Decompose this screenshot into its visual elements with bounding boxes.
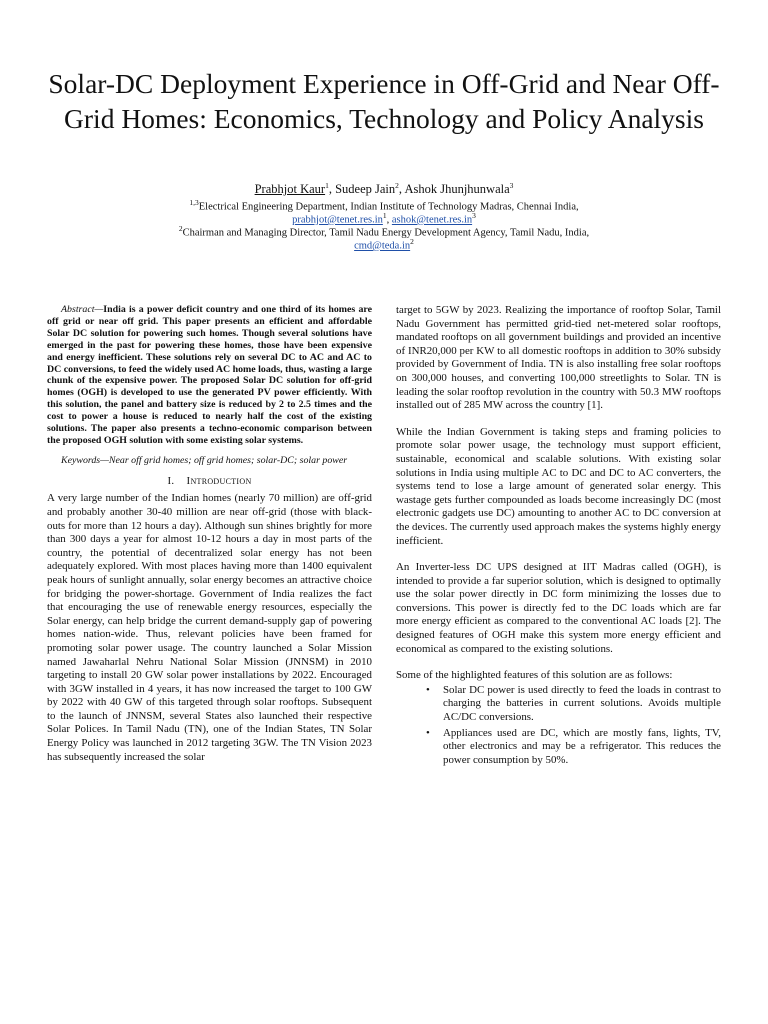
affiliation-sup: 1,3 bbox=[189, 198, 199, 207]
affiliation-text: Chairman and Managing Director, Tamil Nadu Energy Development Agency, Tamil Nadu, India, bbox=[182, 227, 590, 239]
section-title: Introduction bbox=[186, 474, 252, 487]
abstract-label: Abstract bbox=[61, 304, 95, 315]
affiliation-1-emails: $prabhjot@tenet.res.in^1$, $ashok@tenet.res.in^3$ bbox=[292, 211, 476, 226]
keywords: Keywords—Near off grid homes; off grid homes; solar-DC; solar power bbox=[61, 454, 348, 466]
list-item-text: Solar DC power is used directly to feed the loads in contrast to charging the batteries in current solutions. Avoids multiple AC/DC conversions. bbox=[443, 683, 721, 724]
email-link[interactable]: cmd@teda.in bbox=[354, 240, 411, 252]
email-sup: 2 bbox=[410, 237, 414, 246]
body-paragraph: While the Indian Government is taking steps and framing policies to promote solar power usage, the technology must support efficient, sustainable, economical and scalable solutions. With existing solar solutions in India using multiple AC to DC and DC to AC converters, the systems tend to lose a large amount of generated solar energy. This wastage gets further compounded as loads become increasingly DC (most electronic gadgets use DC) amounting to another AC to DC conversion at the devices. The currently used approach makes the systems highly energy inefficient. bbox=[396, 425, 721, 547]
list-item bbox=[396, 727, 721, 768]
section-number: I. bbox=[167, 474, 175, 487]
abstract-dash: — bbox=[94, 304, 104, 315]
author-sup: 3 bbox=[509, 181, 514, 190]
email-sup: 1 bbox=[382, 211, 387, 220]
body-paragraph: An Inverter-less DC UPS designed at IIT Madras called (OGH), is intended to provide a far superior solution, which is designed to optimally use the solar power directly in DC form minimizing the losses due to conversions. This power is directly fed to the DC loads which are far more energy efficient as compared to the conventional AC loads [2]. The designed features of OGH make this system more energy efficient and economical as compared to the existing solutions. bbox=[396, 561, 721, 655]
body-paragraph: target to 5GW by 2023. Realizing the importance of rooftop Solar, Tamil Nadu Government has permitted grid-tied net-metered solar rooftops, mandated rooftops on all government buildings and provided an incentive of INR20,000 per KW to all domestic rooftops in addition to 30% subsidy provided by Government of India. TN is also installing free solar rooftops on 300,000 houses, and converting 100,000 streetlights to Solar. TN is leading the solar rooftop revolution in the country with 50.3 MW rooftops installed out of 285 MW across the country [1]. bbox=[396, 304, 721, 412]
author-name: Prabhjot Kaur bbox=[254, 182, 326, 197]
email-link[interactable]: prabhjot@tenet.res.in bbox=[292, 214, 383, 226]
affiliation-sup: 2 bbox=[178, 224, 183, 233]
left-column bbox=[47, 304, 372, 764]
bullet-icon: • bbox=[426, 726, 430, 739]
bullet-icon: • bbox=[426, 683, 430, 696]
feature-list bbox=[396, 684, 721, 768]
list-item-text: Appliances used are DC, which are mostly fans, lights, TV, other electronics and may be a refrigerator. This reduces the power consumption by 50%. bbox=[443, 726, 721, 766]
abstract-body: India is a power deficit country and one third of its homes are off grid or near off grid. This paper presents an efficient and affordable Solar DC solution for powering such homes. Though several solutions have emerged in the past for powering these homes, those have been expensive and energy inefficient. These solutions rely on several DC to AC and AC to DC conversions, to feed the widely used AC home loads, thus, wasting a large chunk of the expensive power. The proposed Solar DC solution for off-grid homes (OGH) is developed to use the generated PV power efficiently. With this solution, the panel and battery size is reduced by 2 to 2.5 times and the cost to power a house is reduced to nearly half the cost of the existing solutions. The paper also presents a techno-economic comparison between the proposed OGH solution with some existing solar systems. bbox=[47, 304, 372, 446]
author-name: Sudeep Jain bbox=[335, 182, 396, 197]
section-heading bbox=[47, 475, 372, 489]
intro-paragraph: A very large number of the Indian homes (nearly 70 million) are off-grid and probably another 30-40 million are near off-grid (those with black-outs for more than 12 hours a day). Although sun shines brightly for more than 300 days a year for almost 10-12 hours a day in most parts of the country, the potential of decentralized solar energy has not been adequately explored. With most places having more than 1400 equivalent peak hours of sunlight annually, solar energy becomes an attractive choice for bridging the power-shortage. Government of India realizes the fact that encouraging the use of renewable energy resources, especially the Solar energy, can help bridge the current demand-supply gap of powering homes nation-wide. Thus, relevant policies have been framed for promoting solar power usage. The country launched a Solar Mission named Jawaharlal Nehru National Solar Mission (JNNSM) in 2010 targeting to install 20 GW solar power installations by 2022. Encouraged with 3GW installed in 4 years, it has now increased the target to 100 GW by 2022 with 40 GW of this targeted through solar rooftops. Subsequent to the launch of JNNSM, several States also launched their respective Solar Polices. In Tamil Nadu (TN), one of the Indian States, TN Solar Energy Policy was launched in 2012 targeting 3GW. The TN Vision 2023 has subsequently increased the solar bbox=[47, 492, 372, 763]
list-item bbox=[396, 684, 721, 725]
paper-title: Solar-DC Deployment Experience in Off-Grid and Near Off-Grid Homes: Economics, Technology and Policy Analysis bbox=[48, 68, 720, 134]
author-list: Prabhjot Kaur$^1$, Sudeep Jain$^2$, Ashok Jhunjhunwala$^3$ bbox=[254, 181, 514, 197]
author-name: Ashok Jhunjhunwala bbox=[404, 182, 510, 197]
affiliation-text: Electrical Engineering Department, Indian Institute of Technology Madras, Chennai India, bbox=[198, 201, 579, 213]
abstract bbox=[47, 304, 372, 447]
right-column bbox=[396, 304, 721, 769]
body-paragraph: Some of the highlighted features of this solution are as follows: bbox=[396, 669, 673, 682]
affiliation-2-email bbox=[0, 235, 768, 253]
author-sup: 1 bbox=[325, 181, 329, 190]
email-sup: 3 bbox=[472, 211, 476, 220]
author-sup: 2 bbox=[395, 181, 399, 190]
email-link[interactable]: ashok@tenet.res.in bbox=[391, 214, 473, 226]
